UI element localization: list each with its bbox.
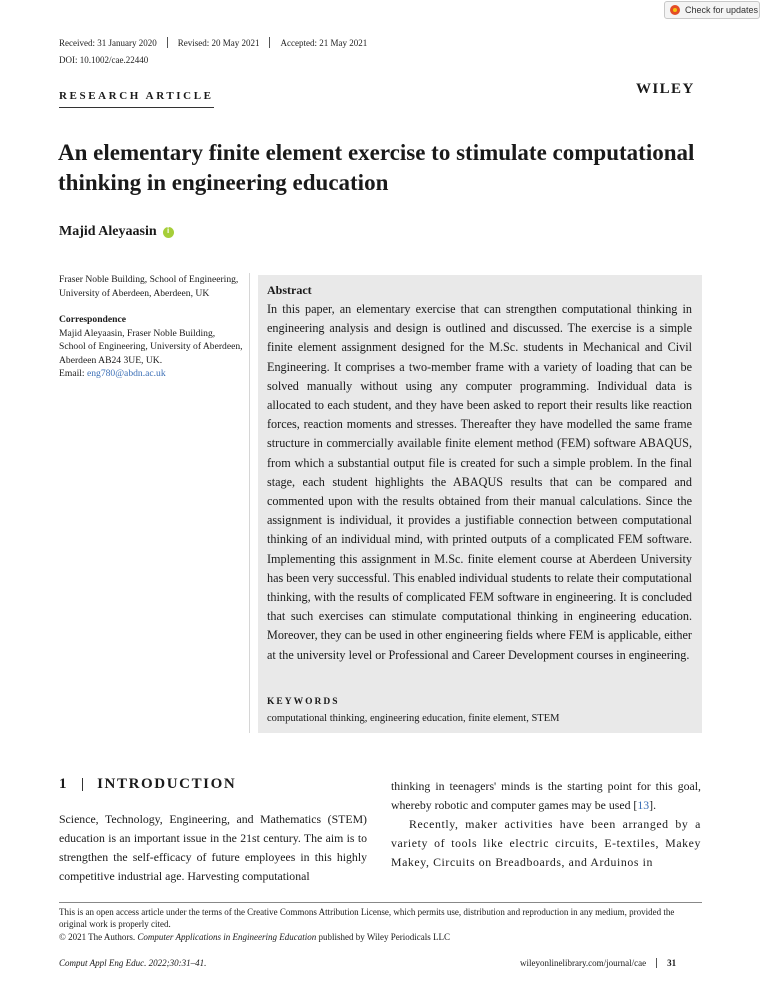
keywords-text: computational thinking, engineering education, finite element, STEM [267, 713, 560, 724]
citation-link[interactable]: 13 [637, 798, 650, 812]
accepted-date: Accepted: 21 May 2021 [280, 37, 368, 48]
copyright [59, 932, 450, 942]
check-for-updates-label: Check for updates [685, 5, 759, 15]
intro-paragraph [391, 777, 701, 815]
intro-paragraph: Recently, maker activities have been arranged by a variety of tools like electric circuits, E-textiles, Makey Makey, Circuits on Breadboards, and Arduinos in [391, 817, 701, 869]
check-for-updates-button[interactable] [664, 1, 760, 19]
journal-url[interactable]: wileyonlinelibrary.com/journal/cae [520, 958, 647, 968]
revised-date: Revised: 20 May 2021 [177, 37, 260, 48]
keywords-heading: KEYWORDS [267, 697, 340, 707]
doi: DOI: 10.1002/cae.22440 [59, 55, 149, 65]
abstract-text: In this paper, an elementary exercise that can strengthen computational thinking in engineering analysis and design is outlined and discussed. The exercise is a simple finite element assignment designed for the M.Sc. students in Mechanical and Civil Engineering. It comprises a two-member frame with a variety of loading that can be solved manually without using any computer programming. Individual data is allocated to each student, and they have been asked to report their results like reaction forces, reaction moments and stresses. Thereafter they have modelled the same frame structure in commercially available finite element method (FEM) software ABAQUS, from which a substantial output file is created for such a simple problem. In the final stage, each student highlights the ABAQUS results that can be compared and commented upon with the results obtained from their manual calculations. Since the assignment is individual, it provides a justifiable connection between computational thinking of an individual mind, with printed outputs of a complicated FEM software. Implementing this assignment in M.Sc. finite element course at Aberdeen University has been very successful. This enabled individual students to relate their computational thinking, with the results of complicated FEM software in engineering. It is concluded that such exercises can stimulate computational thinking in engineering education. Moreover, they can be used in other engineering fields where FEM is applicable, either at the university level or Professional and Career Development courses in engineering. [267, 302, 692, 662]
divider [82, 778, 83, 791]
section-heading [59, 776, 236, 793]
abstract-heading: Abstract [267, 283, 312, 297]
paper-title: An elementary finite element exercise to stimulate computational thinking in engineering education [58, 140, 695, 195]
column-divider [249, 273, 250, 733]
affiliation: Fraser Noble Building, School of Engineering, University of Aberdeen, Aberdeen, UK [59, 274, 239, 299]
received-date: Received: 31 January 2020 [59, 37, 157, 48]
copyright-text: published by Wiley Periodicals LLC [318, 932, 450, 942]
copyright-text: © 2021 The Authors. [59, 932, 136, 942]
license-text: This is an open access article under the terms of the Creative Commons Attribution License, which permits use, distribution and reproduction in any medium, provided the original work is properly cited. [59, 907, 675, 929]
divider [269, 37, 270, 48]
intro-column-1: Science, Technology, Engineering, and Mathematics (STEM) education is an important issue in the 21st century. The aim is to strengthen the self-efficacy of future employees in this highly competitive industrial age. Harvesting computational [59, 812, 367, 883]
divider [656, 958, 657, 968]
paragraph-text: thinking in teenagers' minds is the starting point for this goal, whereby robotic and computer games may be used [ [391, 779, 701, 812]
section-number: 1 [59, 776, 69, 792]
crossmark-icon [670, 5, 680, 15]
footnote-rule [59, 902, 702, 903]
orcid-icon[interactable] [163, 227, 174, 238]
correspondence-heading: Correspondence [59, 314, 126, 325]
email-label: Email: [59, 368, 85, 379]
divider [167, 37, 168, 48]
author-name: Majid Aleyaasin [59, 224, 157, 239]
correspondence-text: Majid Aleyaasin, Fraser Noble Building, School of Engineering, University of Aberdeen, Aberdeen AB24 3UE, UK. [59, 327, 243, 366]
article-dates [59, 37, 367, 48]
author [59, 224, 174, 240]
author-info [59, 273, 244, 381]
email-line [59, 367, 244, 381]
citation: Comput Appl Eng Educ. 2022;30:31–41. [59, 958, 207, 968]
journal-name: Computer Applications in Engineering Education [137, 932, 317, 942]
section-title: INTRODUCTION [97, 776, 237, 792]
article-type: RESEARCH ARTICLE [59, 90, 214, 108]
paragraph-text: ]. [649, 798, 657, 812]
page-number: 31 [667, 958, 677, 968]
publisher-logo: WILEY [636, 81, 695, 97]
page-footer [520, 958, 676, 968]
email-link[interactable]: eng780@abdn.ac.uk [86, 368, 166, 379]
intro-column-2 [391, 777, 701, 872]
